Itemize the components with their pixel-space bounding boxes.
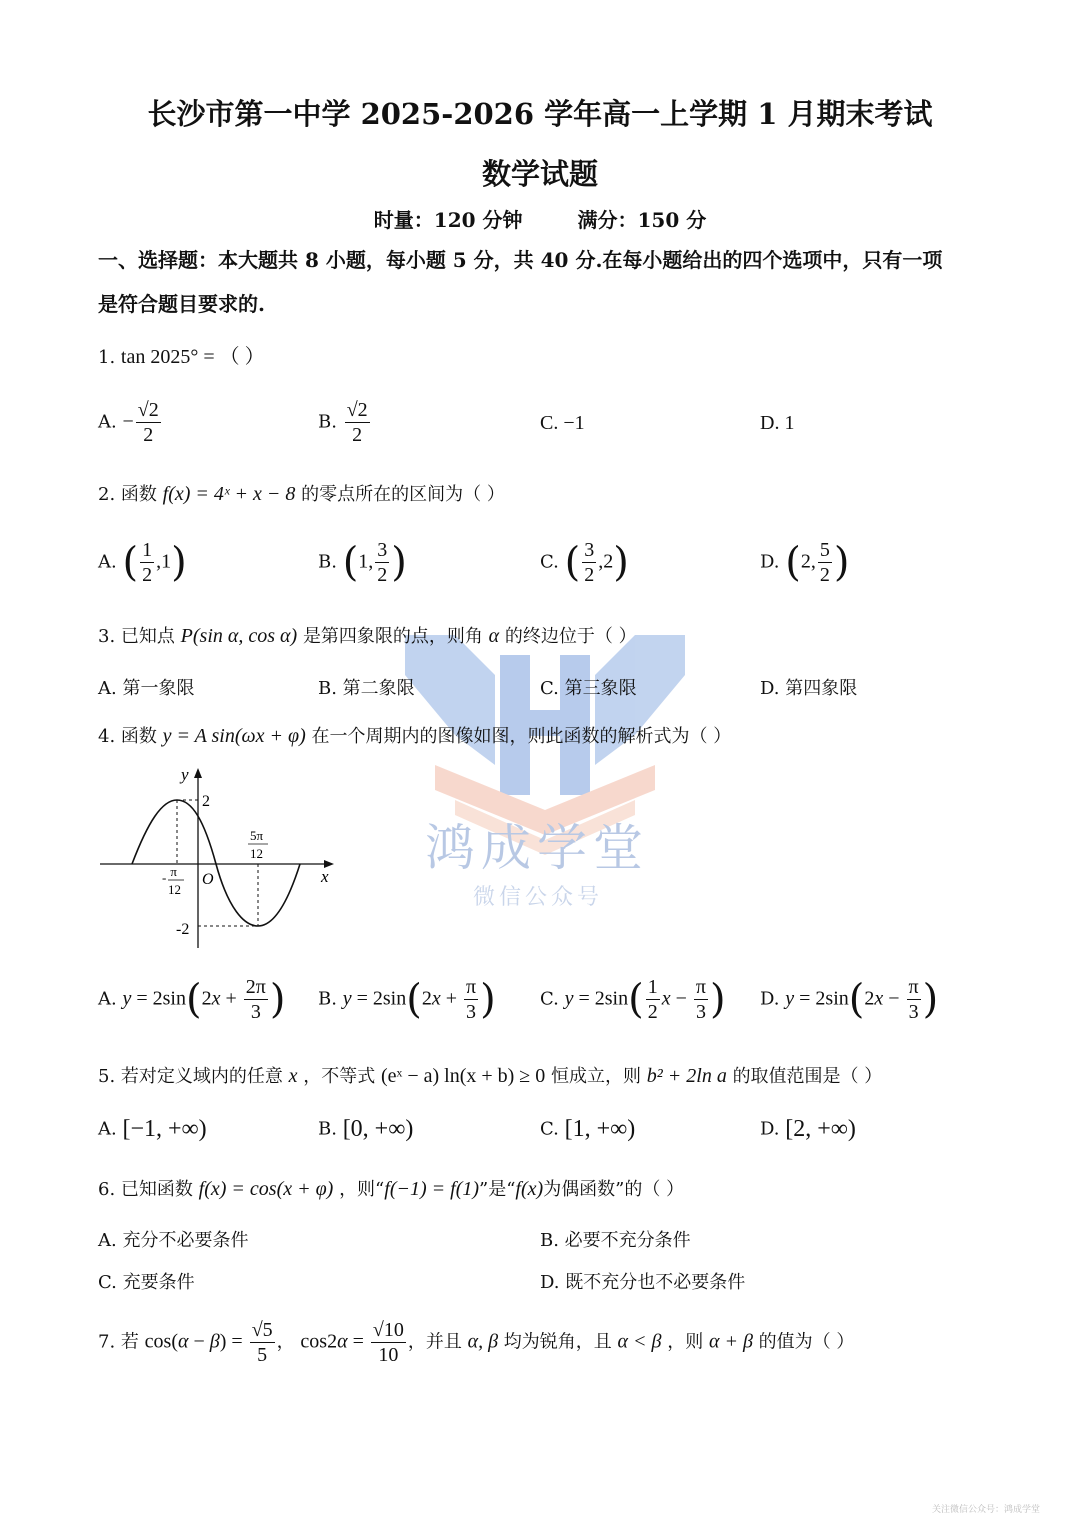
left-tick-label: - π [162, 864, 177, 885]
q3-option-d: D. 第四象限 [760, 678, 858, 699]
svg-text:12: 12 [250, 846, 263, 861]
question-number: 1. [98, 347, 116, 368]
q1-option-c: C. −1 [540, 412, 585, 434]
full-score: 满分：150 分 [577, 208, 707, 232]
max-label: 2 [202, 793, 210, 810]
watermark-subtext: 微信公众号 [473, 885, 604, 910]
q6-option-a: A. 充分不必要条件 [98, 1230, 249, 1251]
q1-option-d: D. 1 [760, 412, 795, 434]
y-axis-arrow-icon [194, 768, 202, 778]
question-stem: tan 2025° = （ ） [120, 346, 265, 368]
q6-option-b: B. 必要不充分条件 [540, 1230, 691, 1251]
right-tick-label: 5π [250, 828, 264, 843]
q5-option-a: A. [−1, +∞) [98, 1116, 207, 1142]
origin-label: O [202, 871, 214, 888]
q5-option-b: B. [0, +∞) [318, 1116, 414, 1142]
time-limit: 时量：120 分钟 [373, 208, 523, 232]
q4-option-a: A. y = 2sin(2x + $\frac{2\pi}{3}$ ) [98, 976, 286, 1023]
section-heading [98, 238, 998, 326]
q2-option-a: A. ( $\frac{1}{2}$ ,1) [98, 539, 187, 586]
question-3: 3. 已知点 P(sin α, cos α) 是第四象限的点，则角 α 的终边位于（ ） [98, 625, 637, 647]
section-heading-line1: 一、选择题：本大题共 8 小题，每小题 5 分，共 40 分.在每小题给出的四个选项中，只有一项 [98, 248, 943, 272]
q4-option-c: C. y = 2sin( $\frac{1}{2}$ x − $\frac{\pi}{3}$ ) [540, 976, 726, 1023]
y-label: y [181, 765, 189, 784]
min-label: -2 [176, 921, 190, 938]
x-label: x [321, 867, 329, 886]
svg-text:12: 12 [168, 882, 181, 897]
q2-option-b: B. (1, $\frac{3}{2}$ ) [318, 539, 407, 586]
q3-option-a: A. 第一象限 [98, 678, 195, 699]
sine-graph [96, 760, 346, 955]
footer-note: 关注微信公众号：鸿成学堂 [931, 1505, 1040, 1515]
question-1 [98, 340, 265, 369]
q2-option-d: D. (2, $\frac{5}{2}$ ) [760, 539, 850, 586]
q1-option-b: B. $\frac{√2}{2}$ [318, 399, 368, 446]
q5-option-d: D. [2, +∞) [760, 1116, 856, 1142]
question-5: 5. 若对定义域内的任意 x ，不等式 (eˣ − a) ln(x + b) ≥ 0 恒成立，则 b² + 2ln a 的取值范围是（ ） [98, 1065, 883, 1087]
q6-option-d: D. 既不充分也不必要条件 [540, 1272, 746, 1293]
question-4: 4. 函数 y = A sin(ωx + φ) 在一个周期内的图像如图，则此函数的解析式为（ ） [98, 725, 732, 747]
question-7: 7. 若 cos(α − β) = $\frac{√5}{5}$ ， cos2α = $\frac{√10}{10}$ ，并且 α, β 均为锐角，且 α < β ，则 α + β 的值为（ ） [98, 1319, 855, 1366]
watermark-text: 鸿成学堂 [425, 819, 649, 877]
q3-option-c: C. 第三象限 [540, 678, 637, 699]
sine-curve [132, 800, 300, 926]
question-6: 6. 已知函数 f(x) = cos(x + φ) ，则“f(−1) = f(1)”是“f(x)为偶函数”的（ ） [98, 1178, 685, 1200]
section-heading-line2: 是符合题目要求的. [98, 292, 265, 316]
q4-option-b: B. y = 2sin(2x + $\frac{\pi}{3}$ ) [318, 976, 496, 1023]
q3-option-b: B. 第二象限 [318, 678, 415, 699]
q6-option-c: C. 充要条件 [98, 1272, 195, 1293]
q5-option-c: C. [1, +∞) [540, 1116, 636, 1142]
exam-title: 长沙市第一中学 2025-2026 学年高一上学期 1 月期末考试 [147, 97, 933, 131]
question-2: 2. 函数 f(x) = 4ˣ + x − 8 的零点所在的区间为（ ） [98, 483, 505, 505]
q4-option-d: D. y = 2sin(2x − $\frac{\pi}{3}$ ) [760, 976, 939, 1023]
exam-meta [0, 204, 1080, 233]
q1-option-a: A. − $\frac{√2}{2}$ [98, 399, 159, 446]
q2-option-c: C. ( $\frac{3}{2}$ ,2) [540, 539, 629, 586]
exam-subtitle: 数学试题 [481, 157, 598, 191]
